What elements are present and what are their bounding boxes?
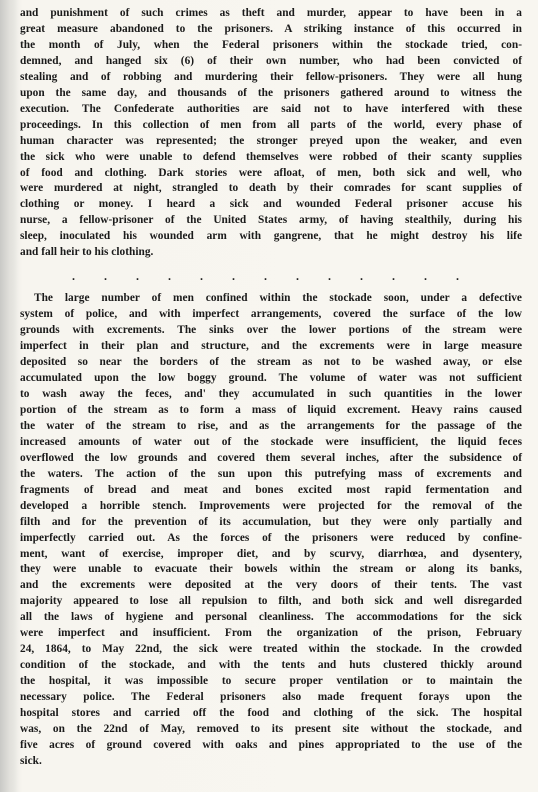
text-line: sleep, inoculated his wounded arm with gangrene, that he might destroy his life [20,230,522,243]
text-line: to wash away the feces, and' they accumulated in such quantities in the lower [20,387,522,400]
ellipsis-separator [20,261,522,291]
text-line: majority appeared to lose all repulsion to filth, and both sick and well disregarded [20,595,522,608]
text-line: system of police, and with imperfect arrangements, covered the surface of the low [20,308,522,321]
text-line: and the excrements were deposited at the very doors of their tents. The vast [20,579,522,592]
text-line: were imperfect and insufficient. From the organization of the prison, February [20,627,522,640]
text-line: necessary police. The Federal prisoners also made frequent forays upon the [20,691,522,704]
document-body [20,6,522,770]
separator-dot: . [392,269,396,284]
text-line: increased amounts of water out of the stockade were insufficient, the liquid feces [20,435,522,448]
separator-dot: . [232,269,236,284]
text-line: the hospital, it was impossible to secure proper ventilation or to maintain the [20,675,522,688]
text-line: ment, want of exercise, improper diet, and by scurvy, diarrhœa, and dysentery, [20,547,522,560]
text-line: the sick who were unable to defend themselves were robbed of their scanty supplies [20,150,522,163]
text-line: proceedings. In this collection of men from all parts of the world, every phase of [20,118,522,131]
separator-dot: . [72,269,76,284]
text-line: human character was represented; the stronger preyed upon the weaker, and even [20,134,522,147]
text-line: grounds with excrements. The sinks over the lower portions of the stream were [20,324,522,337]
text-line: upon the same day, and thousands of the prisoners gathered around to witness the [20,86,522,99]
text-line: great measure abandoned to the prisoners. A striking instance of this occurred in [20,22,522,35]
separator-dot: . [104,269,108,284]
paragraph-1 [20,6,522,261]
separator-dot: . [424,269,428,284]
text-line: imperfectly carried out. As the forces of the prisoners were reduced by confine- [20,531,522,544]
text-line: the waters. The action of the sun upon this putrefying mass of excrements and [20,467,522,480]
separator-dot: . [456,269,460,284]
text-line: The large number of men confined within the stockade soon, under a defective [34,292,522,305]
separator-dot: . [168,269,172,284]
text-line: and fall heir to his clothing. [20,246,154,259]
text-line: imperfect in their plan and structure, and the excrements were in large measure [20,340,522,353]
page-gutter-shadow [0,0,18,792]
text-line: were murdered at night, strangled to death by their comrades for scant supplies of [20,182,522,195]
separator-dot: . [136,269,140,284]
text-line: accumulated upon the low boggy ground. The volume of water was not sufficient [20,372,522,385]
text-line: clothing or money. I heard a sick and wounded Federal prisoner accuse his [20,198,522,211]
text-line: they were unable to evacuate their bowels within the stream or along its banks, [20,563,522,576]
text-line: 24, 1864, to May 22nd, the sick were treated within the stockade. In the crowded [20,643,522,656]
separator-dot: . [264,269,268,284]
text-line: stealing and of robbing and murdering their fellow-prisoners. They were all hung [20,70,522,83]
separator-dot: . [328,269,332,284]
text-line: the month of July, when the Federal prisoners within the stockade tried, con- [20,38,522,51]
separator-dot: . [360,269,364,284]
text-line: demned, and hanged six (6) of their own number, who had been convicted of [20,54,522,67]
text-line: condition of the stockade, and with the tents and huts clustered thickly around [20,659,522,672]
text-line: portion of the stream as to form a mass of liquid excrement. Heavy rains caused [20,403,522,416]
text-line: nurse, a fellow-prisoner of the United States army, of having stealthily, during his [20,214,522,227]
separator-dot: . [200,269,204,284]
text-line: developed a horrible stench. Improvements were projected for the removal of the [20,499,522,512]
text-line: deposited so near the borders of the stream as not to be washed away, or else [20,356,522,369]
text-line: fragments of bread and meat and bones excited most rapid fermentation and [20,483,522,496]
text-line: filth and for the prevention of its accumulation, but they were only partially and [20,515,522,528]
text-line: all the laws of hygiene and personal cleanliness. The accommodations for the sick [20,611,522,624]
text-line: was, on the 22nd of May, removed to its present site without the stockade, and [20,722,522,735]
text-line: and punishment of such crimes as theft and murder, appear to have been in a [20,7,522,19]
text-line: five acres of ground covered with oaks and pines appropriated to the use of the [20,738,522,751]
text-line: execution. The Confederate authorities are said not to have interfered with these [20,102,522,115]
text-line: of food and clothing. Dark stories were afloat, of men, both sick and well, who [20,166,522,179]
text-line: sick. [20,754,42,767]
text-line: the water of the stream to rise, and as the arrangements for the passage of the [20,419,522,432]
text-line: overflowed the low grounds and covered them several inches, after the subsidence of [20,451,522,464]
paragraph-2 [20,291,522,770]
text-line: hospital stores and carried off the food and clothing of the sick. The hospital [20,707,522,720]
separator-dot: . [296,269,300,284]
